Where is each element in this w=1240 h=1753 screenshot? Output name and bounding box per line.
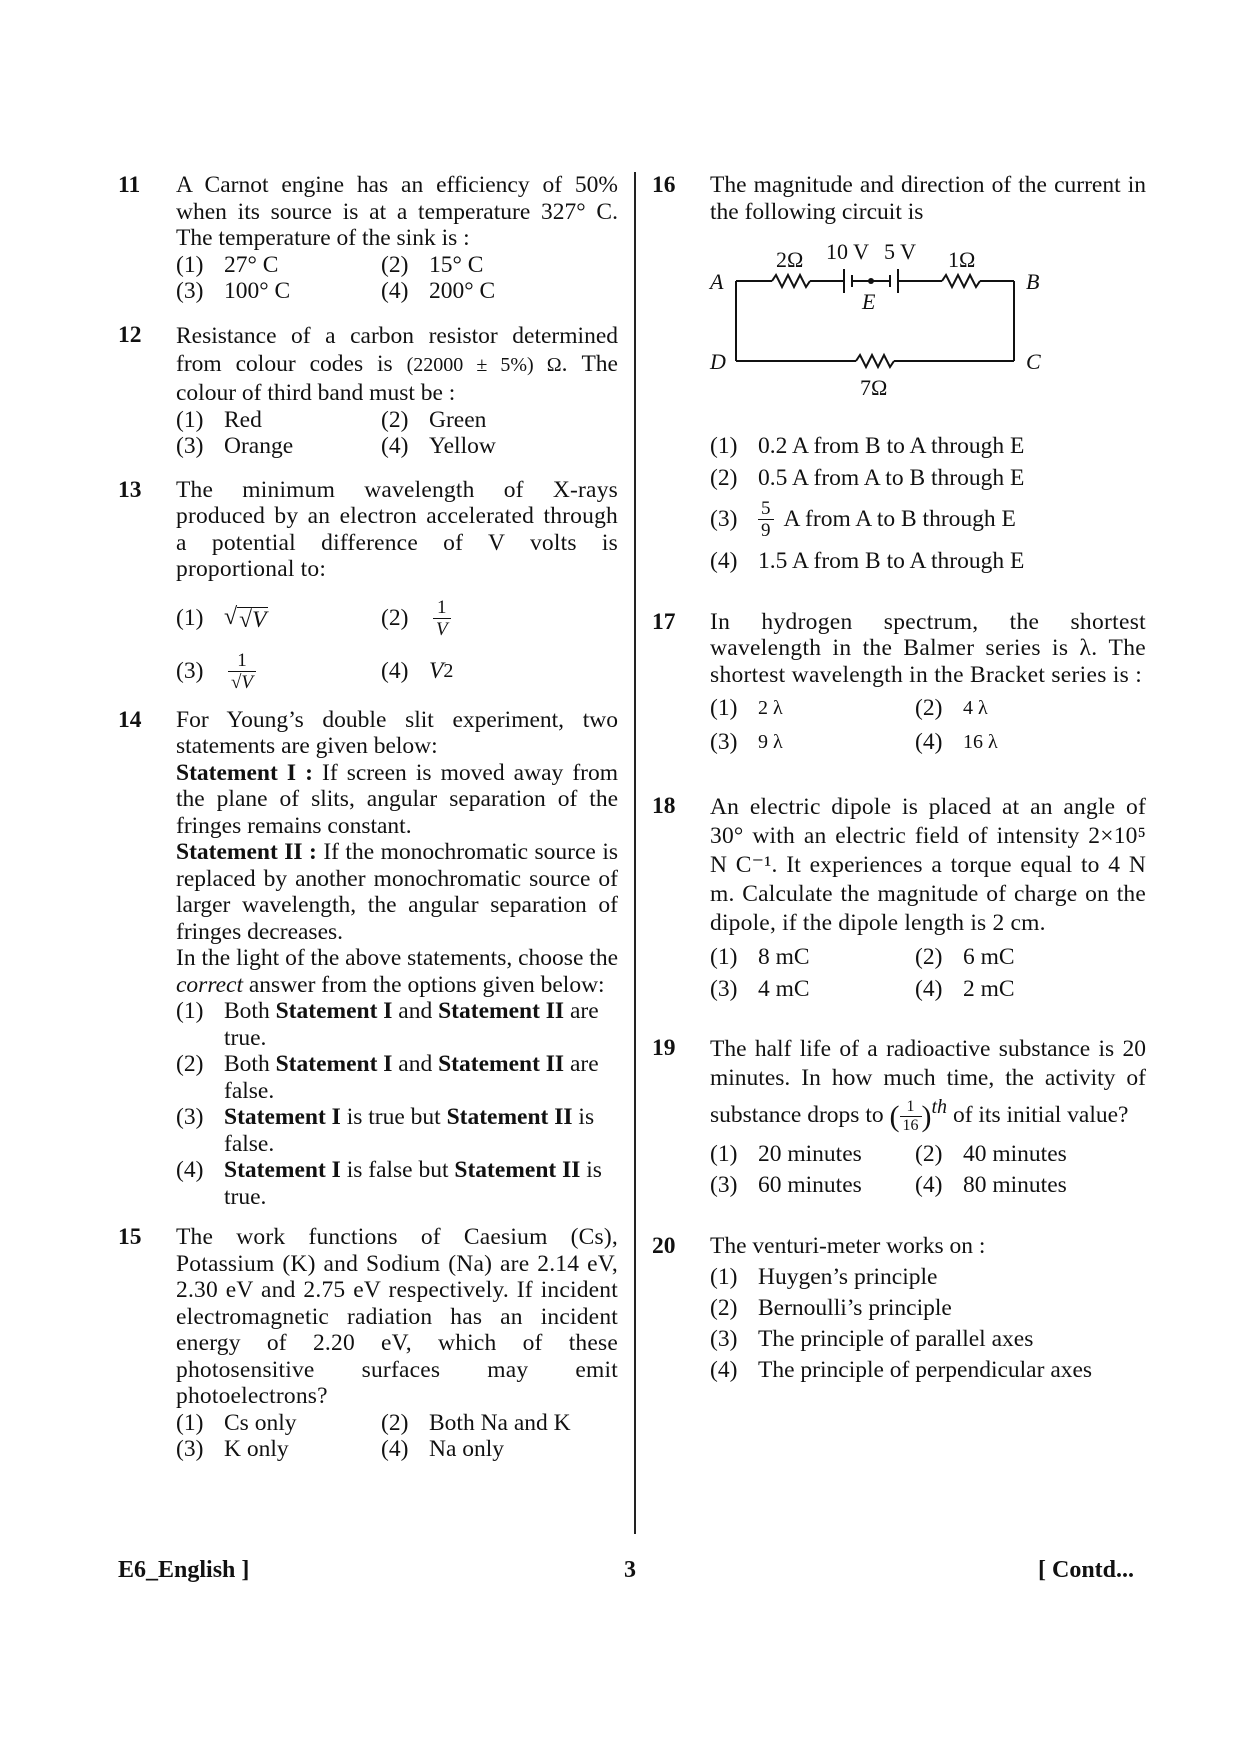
label-r1: 2Ω <box>776 247 804 272</box>
question-number: 18 <box>652 793 676 819</box>
options <box>710 1139 1146 1201</box>
option[interactable]: (3) 4 mC <box>710 976 810 1002</box>
option[interactable]: (4) 16 λ <box>915 729 998 755</box>
option[interactable]: (3) $\frac{1}{√V}$ <box>176 650 381 693</box>
option[interactable]: (1) 2 λ <box>710 695 783 721</box>
label-a: A <box>710 269 724 294</box>
option[interactable]: (4) Statement I is false but Statement II is true. <box>176 1157 602 1210</box>
option[interactable]: (2) 6 mC <box>915 944 1015 970</box>
options <box>176 407 618 460</box>
column-divider <box>634 172 636 1534</box>
option[interactable]: (2) Green <box>381 406 487 433</box>
option[interactable]: (4) Yellow <box>381 433 496 459</box>
question-20 <box>652 1233 1146 1387</box>
question-text: In hydrogen spectrum, the shortest wavelength in the Balmer series is λ. The shortest wavelength in the Bracket series is : <box>710 608 1146 688</box>
option[interactable]: (4) The principle of perpendicular axes <box>710 1357 1093 1384</box>
question-text: The half life of a radioactive substance is 20 minutes. In how much time, the activity of substance drops to ( $\frac{1}{16}$ )$^{th}$ of its initial value? <box>710 1036 1146 1134</box>
footer-page-number: 3 <box>624 1557 636 1583</box>
question-text: Resistance of a carbon resistor determined from colour codes is (22000 ± 5%) Ω. The colour of third band must be : <box>176 322 618 406</box>
question-text: An electric dipole is placed at an angle of 30° with an electric field of intensity 2×10⁵ N C⁻¹. It experiences a torque equal to 4 N m. Calculate the magnitude of charge on the dipole, if the dipole length is 2 cm. <box>710 794 1146 936</box>
option[interactable]: (3) 9 λ <box>710 729 783 755</box>
option[interactable]: (3) $\frac{5}{9}$ A from A to B through E <box>710 497 1016 541</box>
question-19 <box>652 1035 1146 1201</box>
option[interactable]: (2) $\frac{1}{V}$ <box>381 597 618 640</box>
option[interactable]: (2) Bernoulli’s principle <box>710 1295 952 1322</box>
fraction: $\frac{1}{√V}$ <box>228 650 256 693</box>
question-11 <box>118 172 618 305</box>
question-number: 15 <box>118 1224 142 1250</box>
label-d: D <box>710 349 726 374</box>
option[interactable]: (4) 2 mC <box>915 976 1015 1002</box>
label-c: C <box>1026 349 1041 374</box>
resistance-value: (22000 ± 5%) Ω <box>406 353 562 376</box>
question-text: A Carnot engine has an efficiency of 50% when its source is at a temperature 327° C. The temperature of the sink is : <box>176 172 618 251</box>
circuit-diagram <box>706 239 1126 409</box>
footer-booklet-code: E6_English ] <box>118 1557 250 1583</box>
left-column <box>118 172 618 1463</box>
question-number: 19 <box>652 1035 676 1061</box>
option[interactable]: (4) Na only <box>381 1436 505 1462</box>
options <box>176 998 618 1210</box>
options <box>710 1262 1146 1386</box>
option[interactable]: (1) Cs only <box>176 1409 297 1436</box>
question-text: The work functions of Caesium (Cs), Potassium (K) and Sodium (Na) are 2.14 eV, 2.30 eV and 2.75 eV respectively. If incident electromagnetic radiation has an incident energy of 2.20 eV, which of these photosensitive surfaces may emit photoelectrons? <box>176 1224 618 1409</box>
fraction: $\frac{1}{16}$ <box>900 1098 922 1135</box>
option[interactable]: (3) 60 minutes <box>710 1171 862 1198</box>
statement-1: Statement I : If screen is moved away from the plane of slits, angular separation of the fringes remains constant. <box>176 759 619 839</box>
statement-2: Statement II : If the monochromatic source is replaced by another monochromatic source of larger wavelength, the angular separation of fringes decreases. <box>176 839 619 945</box>
question-intro: For Young’s double slit experiment, two statements are given below: <box>176 706 618 759</box>
option[interactable]: (1) 27° C <box>176 251 279 278</box>
option[interactable]: (4) V 2 <box>381 657 454 684</box>
option[interactable]: (1) Red <box>176 406 262 433</box>
option[interactable]: (3) Orange <box>176 433 294 459</box>
question-number: 13 <box>118 476 142 503</box>
options <box>710 941 1146 1005</box>
options <box>176 252 618 305</box>
option[interactable]: (2) 4 λ <box>915 695 988 721</box>
question-text: The magnitude and direction of the current in the following circuit is <box>710 172 1146 225</box>
label-e2: 5 V <box>884 239 916 264</box>
option[interactable]: (2) 40 minutes <box>915 1140 1067 1167</box>
question-16 <box>652 172 1146 577</box>
label-e: E <box>862 289 876 314</box>
options <box>176 1410 618 1463</box>
question-ask: In the light of the above statements, choose the correct answer from the options given below: <box>176 945 618 998</box>
label-r2: 1Ω <box>948 247 976 272</box>
option[interactable]: (1) √ √V <box>176 604 267 633</box>
option[interactable]: (4) 80 minutes <box>915 1171 1067 1198</box>
option[interactable]: (2) Both Statement I and Statement II are false. <box>176 1051 599 1104</box>
question-17 <box>652 609 1146 760</box>
option[interactable]: (2) 15° C <box>381 251 484 278</box>
right-column <box>652 172 1146 1386</box>
fraction: $\frac{1}{V}$ <box>433 597 451 640</box>
option[interactable]: (1) Huygen’s principle <box>710 1264 938 1291</box>
question-text: The venturi-meter works on : <box>710 1232 986 1259</box>
footer-continued: [ Contd... <box>1038 1557 1135 1583</box>
junction-e <box>868 278 874 284</box>
option[interactable]: (4) 1.5 A from B to A through E <box>710 547 1025 574</box>
question-number: 11 <box>118 172 141 198</box>
question-12 <box>118 322 618 460</box>
options <box>710 691 1146 759</box>
option[interactable]: (1) 8 mC <box>710 944 810 970</box>
option[interactable]: (1) 0.2 A from B to A through E <box>710 432 1025 459</box>
option[interactable]: (3) 100° C <box>176 278 291 304</box>
question-15 <box>118 1224 618 1463</box>
label-b: B <box>1026 269 1040 294</box>
option[interactable]: (2) 0.5 A from A to B through E <box>710 464 1025 491</box>
option[interactable]: (3) K only <box>176 1436 289 1462</box>
question-number: 12 <box>118 321 142 348</box>
question-text: The minimum wavelength of X-rays produced by an electron accelerated through a potential difference of V volts is proportional to: <box>176 476 618 582</box>
question-18 <box>652 793 1146 1005</box>
question-13 <box>118 477 618 693</box>
question-number: 16 <box>652 172 676 198</box>
option[interactable]: (4) 200° C <box>381 278 496 304</box>
options <box>710 430 1146 577</box>
options <box>176 597 618 693</box>
question-number: 14 <box>118 706 142 733</box>
option[interactable]: (2) Both Na and K <box>381 1409 571 1436</box>
question-number: 20 <box>652 1232 676 1259</box>
option[interactable]: (3) Statement I is true but Statement II is false. <box>176 1104 595 1157</box>
label-r3: 7Ω <box>860 375 888 400</box>
option[interactable]: (1) 20 minutes <box>710 1140 862 1167</box>
label-e1: 10 V <box>826 239 869 264</box>
question-number: 17 <box>652 608 676 635</box>
sqrt-v: √ √V <box>224 604 267 633</box>
question-14 <box>118 707 618 1211</box>
option[interactable]: (1) Both Statement I and Statement II are true. <box>176 998 599 1051</box>
option[interactable]: (3) The principle of parallel axes <box>710 1326 1034 1353</box>
fraction: $\frac{5}{9}$ <box>758 498 774 541</box>
